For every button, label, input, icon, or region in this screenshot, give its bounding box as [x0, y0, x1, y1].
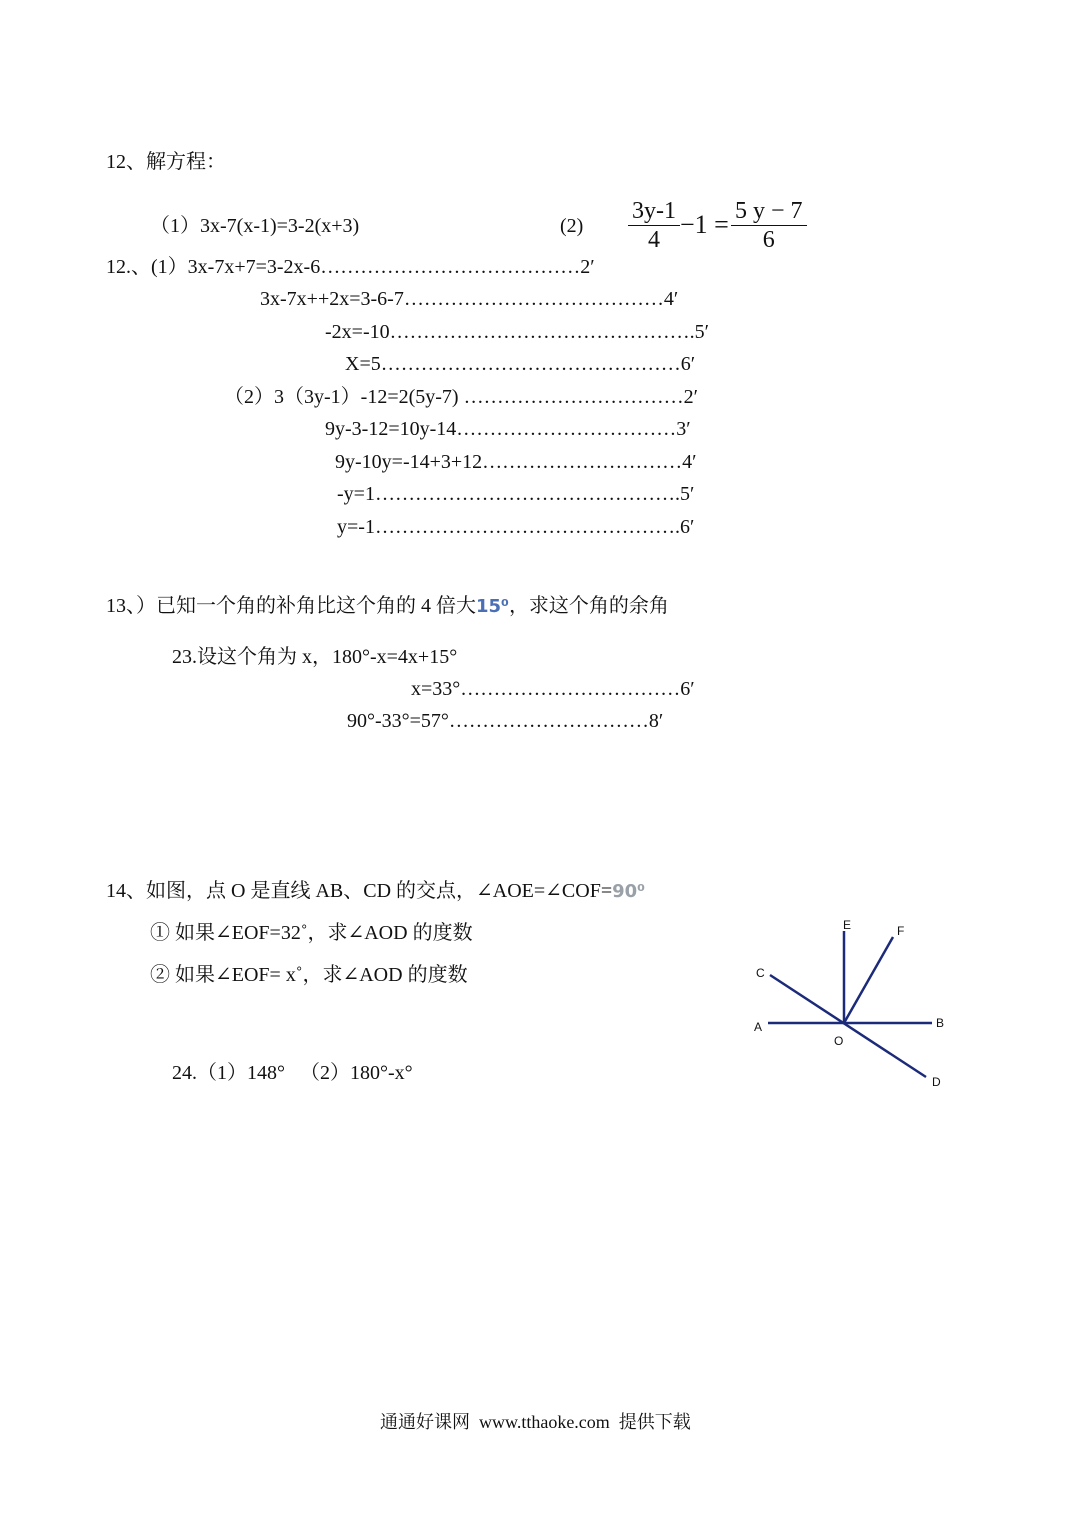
q12-fraction-2-numerator: 5 y − 7: [731, 197, 807, 226]
q14-item-2: ② 如果∠EOF= x˚，求∠AOD 的度数: [150, 964, 468, 986]
q12-fraction-1-denominator: 4: [648, 227, 660, 253]
label-f: F: [897, 924, 905, 938]
q13-text-after: ，求这个角的余角: [508, 595, 669, 617]
sol12-line-1: 12.、(1）3x-7x+7=3-2x-6…………………………………2′: [106, 256, 595, 278]
q13-text: [106, 594, 669, 619]
label-b: B: [936, 1016, 945, 1030]
sol13-line-2: x=33°……………………………6′: [411, 678, 695, 700]
sol13-line-3: 90°-33°=57°…………………………8′: [347, 710, 664, 732]
q12-fraction-1-numerator: 3y-1: [628, 197, 680, 226]
q14-highlight-90: 90⁰: [612, 881, 646, 902]
line-cd: [770, 975, 926, 1077]
q13-text-before: 13、）已知一个角的补角比这个角的 4 倍大: [106, 595, 476, 617]
label-o: O: [834, 1034, 844, 1048]
angle-figure: [740, 905, 970, 1100]
page-footer: 通通好课网 www.tthaoke.com 提供下载: [380, 1412, 691, 1432]
ray-of: [844, 937, 893, 1023]
sol13-line-1: 23.设这个角为 x，180°-x=4x+15°: [172, 646, 458, 668]
q12-fraction-2: [731, 197, 807, 254]
q12-minus-one: −1 =: [680, 210, 729, 239]
sol12-line-3: -2x=-10……………………………………….5′: [325, 321, 709, 343]
q14-answer: 24.（1）148° （2）180°-x°: [172, 1062, 413, 1084]
q12-title: 12、解方程：: [106, 151, 226, 173]
q13-highlight-15: 15⁰: [476, 596, 509, 617]
sol12-line-9: y=-1……………………………………….6′: [337, 516, 695, 538]
sol12-line-2: 3x-7x++2x=3-6-7…………………………………4′: [260, 288, 679, 310]
label-d: D: [932, 1075, 941, 1089]
sol12-line-6: 9y-3-12=10y-14……………………………3′: [325, 418, 691, 440]
label-a: A: [754, 1020, 763, 1034]
q14-item-1: ① 如果∠EOF=32˚，求∠AOD 的度数: [150, 922, 473, 944]
q14-text-before: 14、如图，点 O 是直线 AB、CD 的交点，∠AOE=∠COF=: [106, 880, 613, 902]
sol12-line-7: 9y-10y=-14+3+12…………………………4′: [335, 451, 697, 473]
label-c: C: [756, 966, 765, 980]
sol12-line-8: -y=1……………………………………….5′: [337, 483, 695, 505]
q12-fraction-2-denominator: 6: [762, 227, 775, 253]
q12-fraction-1: [628, 197, 680, 254]
q12-part1: （1）3x-7(x-1)=3-2(x+3): [150, 215, 360, 237]
q14-text: [106, 879, 645, 904]
sol12-line-5: （2）3（3y-1）-12=2(5y-7) ……………………………2′: [224, 386, 698, 408]
q12-part2-label: (2): [560, 215, 584, 237]
label-e: E: [843, 918, 852, 932]
sol12-line-4: X=5………………………………………6′: [345, 353, 696, 375]
